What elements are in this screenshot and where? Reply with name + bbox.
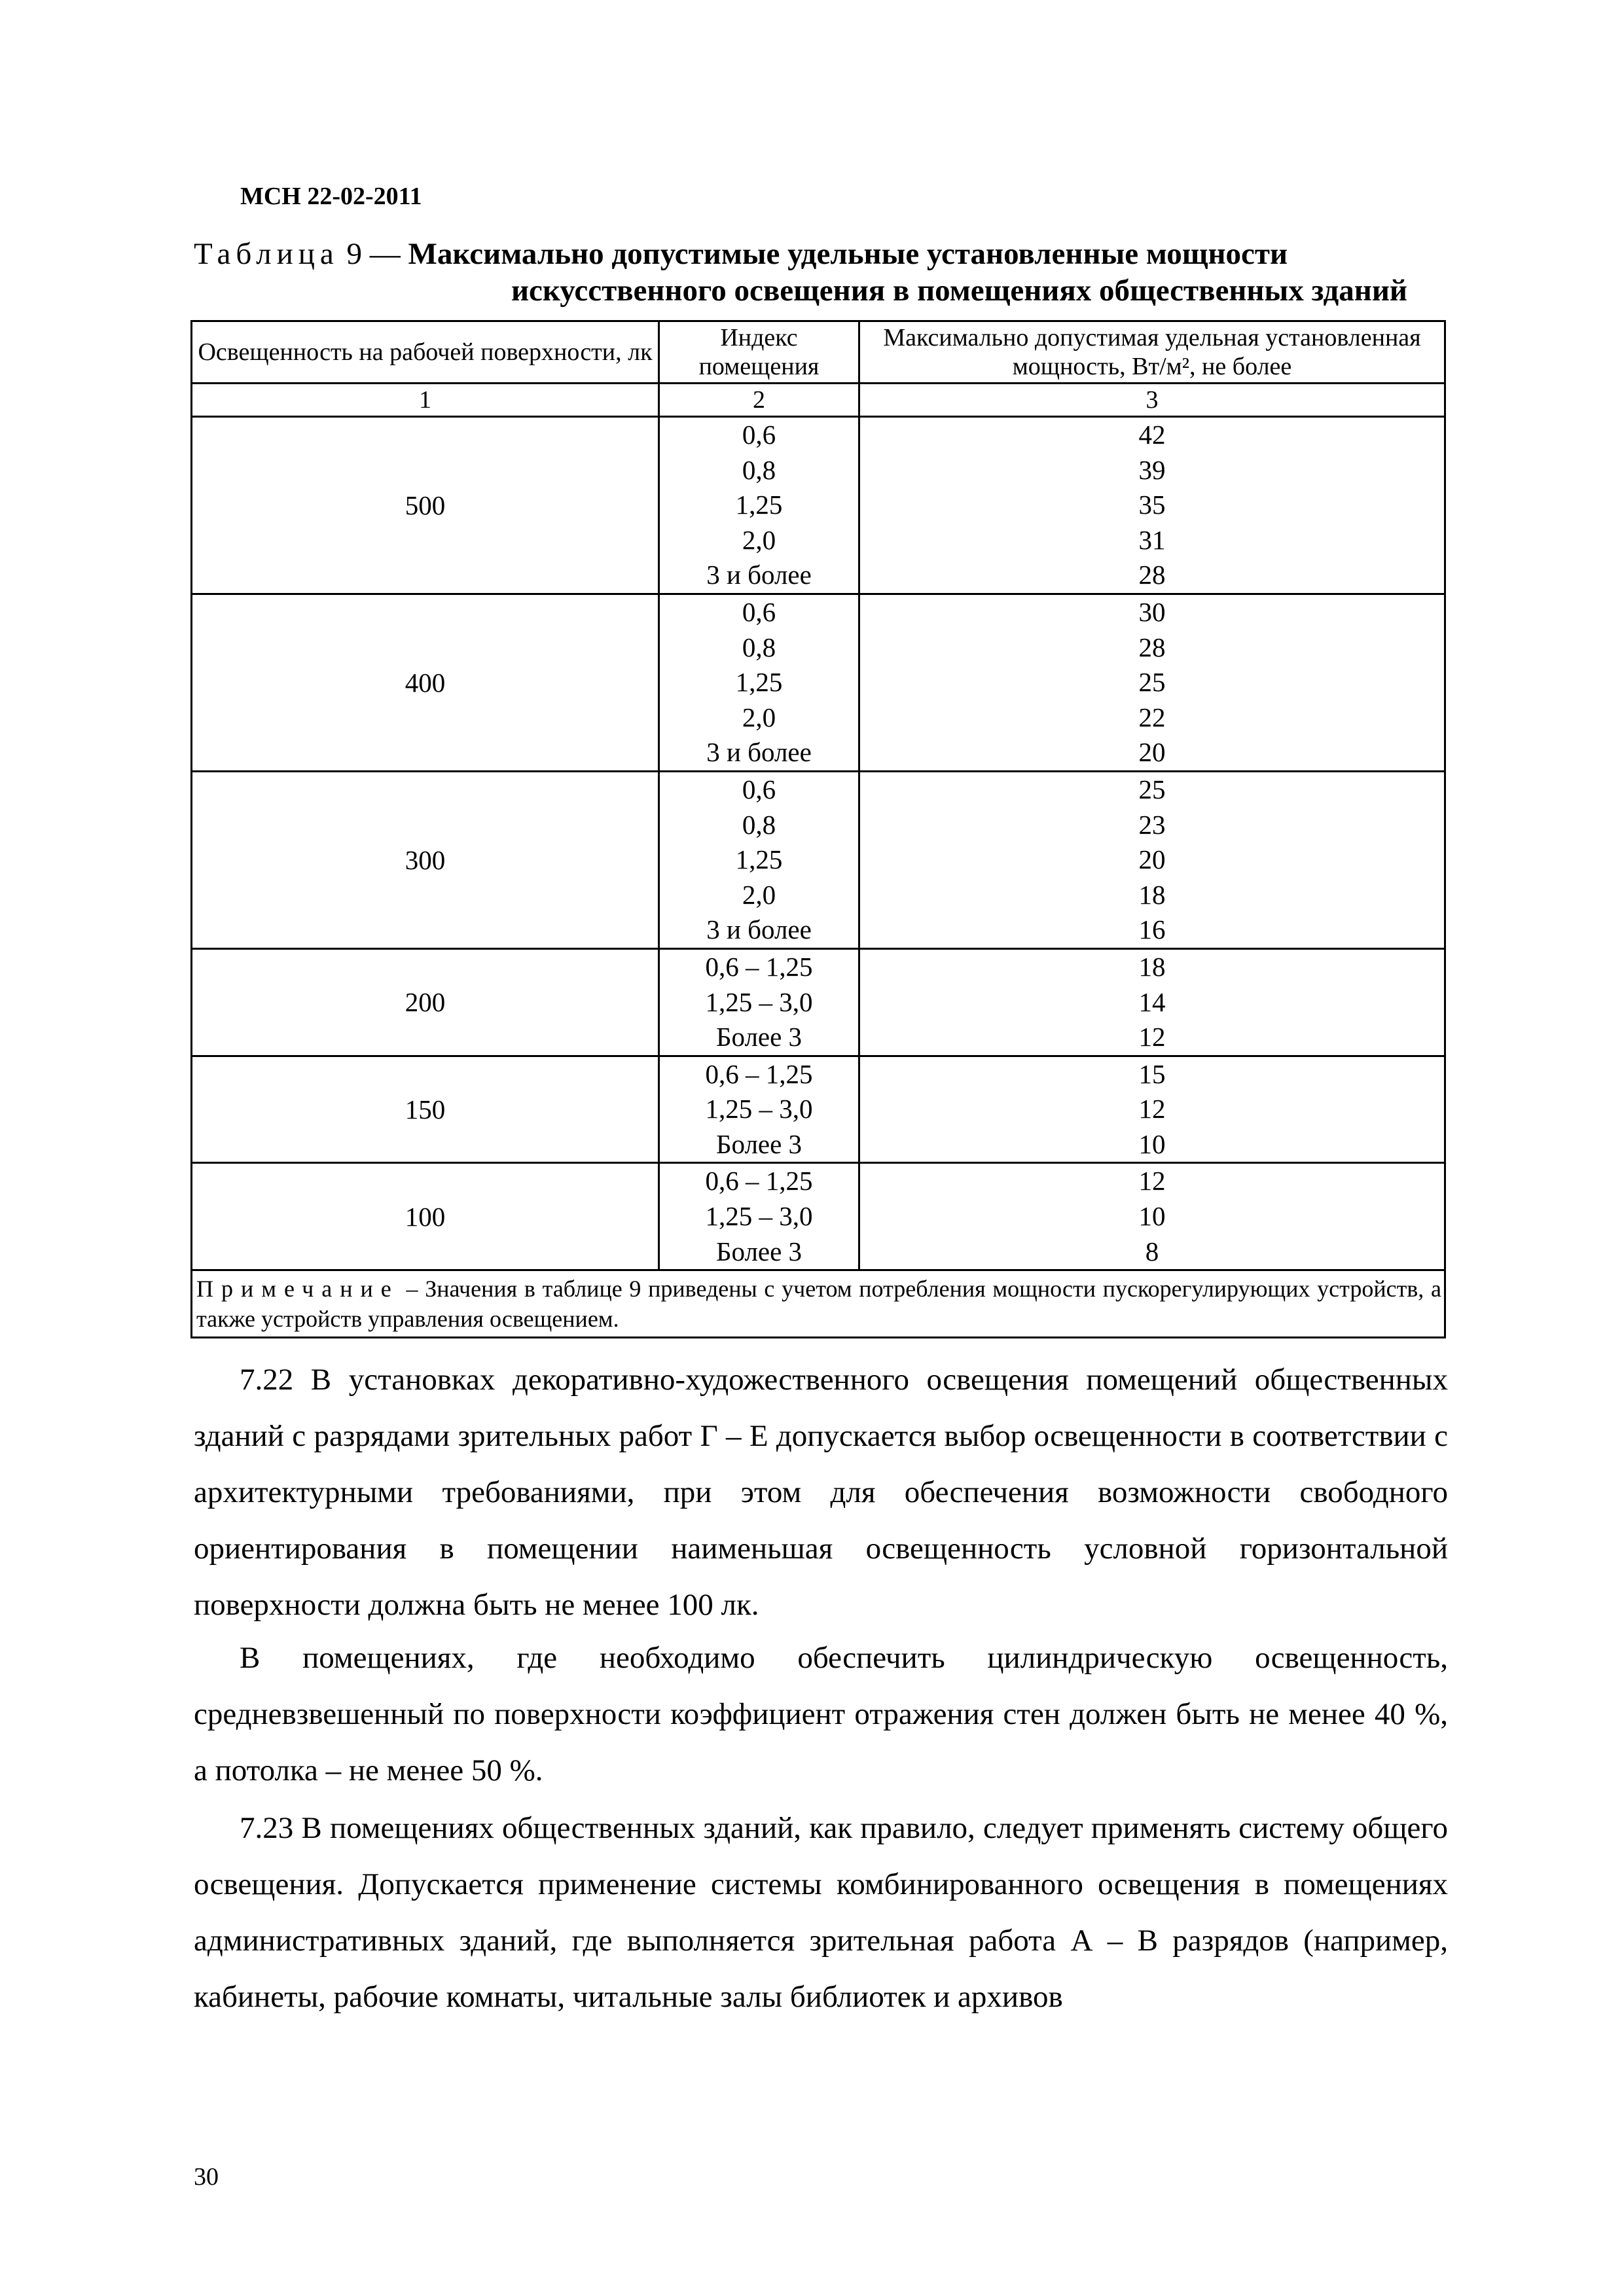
- max-power-value: 18: [1138, 879, 1166, 910]
- illuminance-cell: 200: [192, 948, 659, 1056]
- table-row: [192, 594, 1445, 771]
- table-row: [192, 1163, 1445, 1270]
- column-number: 2: [659, 384, 859, 417]
- paragraph-cylindrical-illuminance: В помещениях, где необходимо обеспечить цилиндрическую освещенность, средневзвешенный по поверхности коэффициент отражения стен должен быть не менее 40 %, а потолка – не менее 50 %.: [194, 1641, 1448, 1787]
- room-index-value: 0,8: [742, 454, 776, 485]
- room-index-value: 0,6 – 1,25: [705, 951, 813, 982]
- max-power-value: 16: [1138, 914, 1166, 945]
- max-power-value: 28: [1138, 632, 1166, 662]
- max-power-value: 23: [1138, 809, 1166, 840]
- max-power-cell: [859, 771, 1445, 948]
- room-index-value: 1,25 – 3,0: [705, 986, 813, 1017]
- max-power-value: 8: [1145, 1236, 1159, 1266]
- max-power-value: 12: [1138, 1022, 1166, 1052]
- max-power-value: 12: [1138, 1094, 1166, 1124]
- caption-lead: Таблица: [194, 237, 339, 271]
- max-power-value: 20: [1138, 844, 1166, 875]
- room-index-cell: [659, 771, 859, 948]
- room-index-cell: [659, 1163, 859, 1270]
- header-max-power: Максимально допустимая удельная установленная мощность, Вт/м², не более: [859, 321, 1445, 384]
- max-power-value: 18: [1138, 951, 1166, 982]
- room-index-value: 2,0: [742, 879, 776, 910]
- max-power-cell: [859, 417, 1445, 594]
- max-power-value: 28: [1138, 560, 1166, 590]
- room-index-value: 0,6 – 1,25: [705, 1166, 813, 1196]
- room-index-cell: [659, 417, 859, 594]
- room-index-value: Более 3: [715, 1128, 803, 1159]
- room-index-value: 1,25 – 3,0: [705, 1094, 813, 1124]
- table-row: [192, 417, 1445, 594]
- room-index-value: 1,25: [735, 844, 783, 875]
- max-power-value: 39: [1138, 454, 1166, 485]
- room-index-value: 2,0: [742, 524, 776, 555]
- max-power-value: 42: [1138, 420, 1166, 450]
- power-density-table: [190, 320, 1446, 1338]
- max-power-value: 30: [1138, 596, 1166, 627]
- room-index-cell: [659, 948, 859, 1056]
- illuminance-cell: 150: [192, 1056, 659, 1163]
- room-index-value: 0,6 – 1,25: [705, 1058, 813, 1089]
- caption-title-line2: искусственного освещения в помещениях общественных зданий: [511, 274, 1407, 308]
- room-index-value: 1,25: [735, 490, 783, 520]
- table-row: [192, 771, 1445, 948]
- header-room-index: Индекс помещения: [659, 321, 859, 384]
- illuminance-cell: 300: [192, 771, 659, 948]
- table-caption: [194, 236, 1448, 309]
- room-index-value: 0,6: [742, 774, 776, 804]
- max-power-cell: [859, 1056, 1445, 1163]
- column-number: 3: [859, 384, 1445, 417]
- max-power-value: 25: [1138, 667, 1166, 698]
- max-power-cell: [859, 594, 1445, 771]
- room-index-value: 3 и более: [706, 737, 812, 768]
- paragraph-7-22: 7.22 В установках декоративно-художественного освещения помещений общественных зданий с разрядами зрительных работ Г – Е допускается выбор освещенности в соответствии с архитектурными требованиями, при этом для обеспечения возможности свободного ориентирования в помещении наименьшая освещенность условной горизонтальной поверхности должна быть не менее 100 лк.: [194, 1363, 1448, 1622]
- room-index-value: 2,0: [742, 702, 776, 732]
- room-index-value: 1,25 – 3,0: [705, 1201, 813, 1232]
- max-power-value: 22: [1138, 702, 1166, 732]
- table-row: [192, 948, 1445, 1056]
- table-body: [192, 417, 1445, 1270]
- room-index-value: 3 и более: [706, 560, 812, 590]
- room-index-value: Более 3: [715, 1236, 803, 1266]
- table-row: [192, 1056, 1445, 1163]
- room-index-value: 0,6: [742, 596, 776, 627]
- illuminance-cell: 100: [192, 1163, 659, 1270]
- max-power-value: 10: [1138, 1201, 1166, 1232]
- room-index-cell: [659, 594, 859, 771]
- page-number: 30: [194, 2163, 219, 2191]
- caption-title-line1: Максимально допустимые удельные установленные мощности: [408, 237, 1288, 271]
- note-row: [192, 1270, 1445, 1338]
- max-power-value: 35: [1138, 490, 1166, 520]
- max-power-value: 14: [1138, 986, 1166, 1017]
- document-code: МСН 22-02-2011: [240, 183, 422, 210]
- max-power-cell: [859, 948, 1445, 1056]
- room-index-value: 0,6: [742, 420, 776, 450]
- note-lead: Примечание: [196, 1276, 399, 1302]
- max-power-value: 31: [1138, 524, 1166, 555]
- max-power-value: 25: [1138, 774, 1166, 804]
- room-index-cell: [659, 1056, 859, 1163]
- max-power-value: 20: [1138, 737, 1166, 768]
- table-note: [192, 1270, 1445, 1338]
- table-header-row: [192, 321, 1445, 384]
- caption-number: 9: [346, 237, 363, 271]
- column-number-row: [192, 384, 1445, 417]
- max-power-value: 12: [1138, 1166, 1166, 1196]
- caption-dash: —: [369, 237, 401, 271]
- illuminance-cell: 500: [192, 417, 659, 594]
- max-power-value: 10: [1138, 1128, 1166, 1159]
- illuminance-cell: 400: [192, 594, 659, 771]
- column-number: 1: [192, 384, 659, 417]
- note-text: – Значения в таблице 9 приведены с учетом потребления мощности пускорегулирующих устройств, а также устройств управления освещением.: [196, 1276, 1442, 1333]
- room-index-value: 0,8: [742, 632, 776, 662]
- max-power-cell: [859, 1163, 1445, 1270]
- room-index-value: 0,8: [742, 809, 776, 840]
- room-index-value: 1,25: [735, 667, 783, 698]
- header-illuminance: Освещенность на рабочей поверхности, лк: [192, 321, 659, 384]
- paragraph-7-23: 7.23 В помещениях общественных зданий, как правило, следует применять систему общего освещения. Допускается применение системы комбинированного освещения в помещениях административных зданий, где выполняется зрительная работа А – В разрядов (например, кабинеты, рабочие комнаты, читальные залы библиотек и архивов: [194, 1811, 1448, 2014]
- room-index-value: Более 3: [715, 1022, 803, 1052]
- max-power-value: 15: [1138, 1058, 1166, 1089]
- room-index-value: 3 и более: [706, 914, 812, 945]
